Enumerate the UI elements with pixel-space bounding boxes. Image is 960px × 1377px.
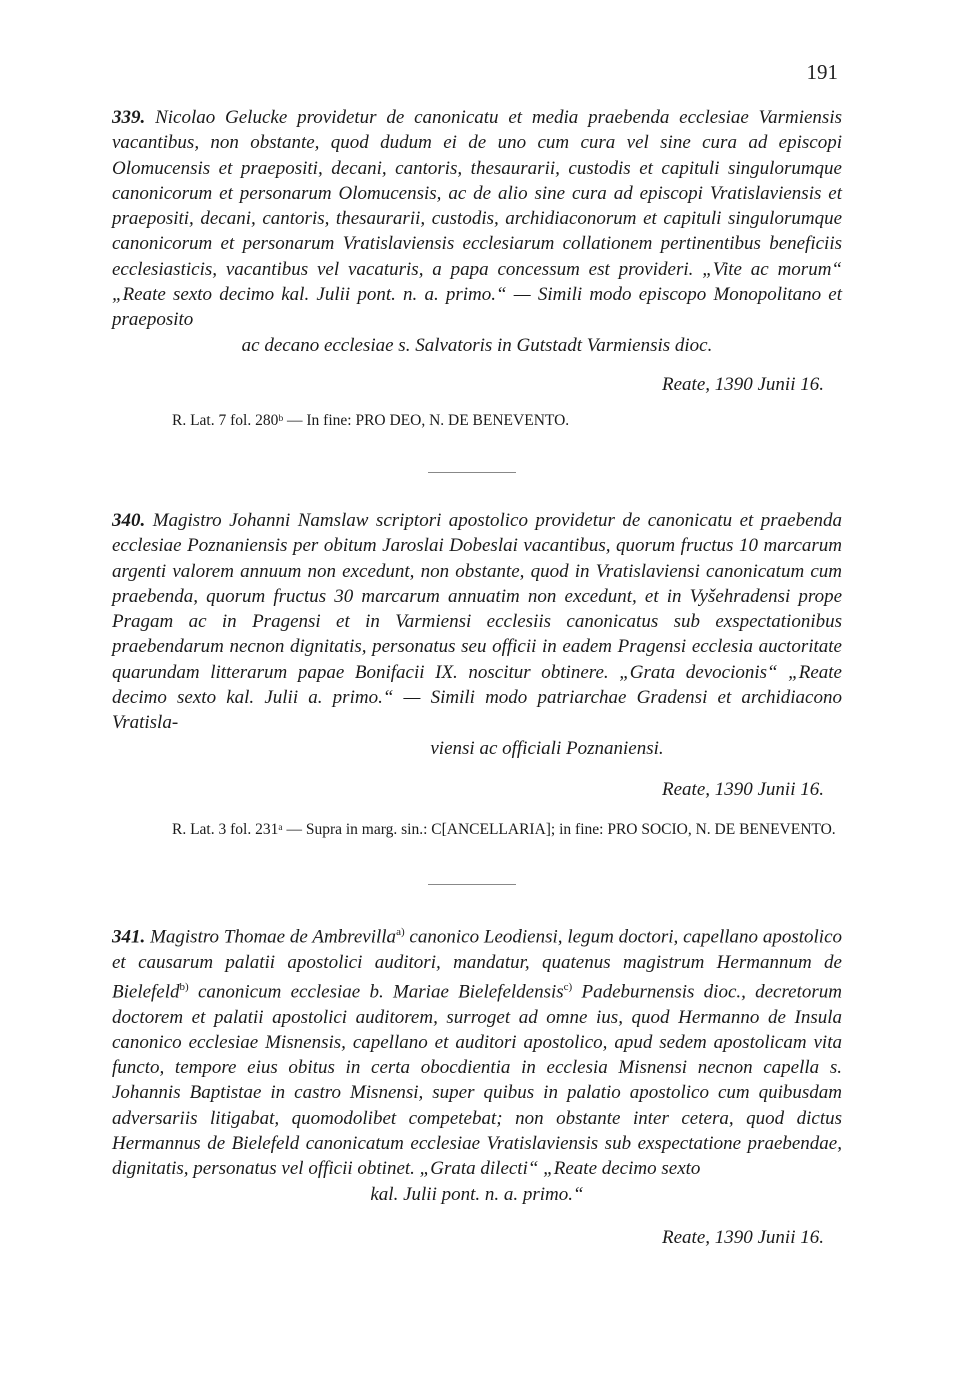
entry-body: [112, 508, 842, 736]
section-divider: [428, 884, 516, 885]
entry-text: canonicum ecclesiae b. Mariae Bielefeldensis: [188, 981, 564, 1003]
entry-339: [112, 105, 842, 432]
register-note: R. Lat. 7 fol. 280ᵇ — In fine: PRO DEO, N. DE BENEVENTO.: [172, 411, 570, 429]
section-divider: [428, 472, 516, 473]
entry-closing: ac decano ecclesiae s. Salvatoris in Gutstadt Varmiensis dioc.: [241, 334, 713, 356]
register-note: R. Lat. 3 fol. 231ᵃ — Supra in marg. sin.: C[ANCELLARIA]; in fine: PRO SOCIO, N. DE BENEVENTO.: [172, 820, 836, 838]
entry-closing: kal. Julii pont. n. a. primo.“: [370, 1183, 584, 1205]
entry-date: Reate, 1390 Junii 16.: [662, 373, 824, 395]
entry-body: [112, 105, 842, 333]
footnote-marker: b): [179, 980, 189, 993]
entry-number: 339.: [112, 107, 146, 128]
entry-340: [112, 508, 842, 841]
entry-text: canonico Leodiensi, legum doctori, capellano apostolico et causarum palatii apostolici auditori, mandatur, quatenus magistrum Hermannum de Bielefeld: [112, 926, 843, 1003]
entry-date: Reate, 1390 Junii 16.: [662, 1226, 824, 1248]
entry-341: [112, 920, 842, 1249]
page-number: 191: [806, 60, 838, 84]
entry-number: 341.: [112, 926, 146, 948]
footnote-marker: a): [396, 926, 405, 938]
entry-number: 340.: [112, 510, 146, 531]
entry-text: Padeburnensis dioc., decretorum doctorem et palatii apostolici auditorem, surroget ad omne ius, quod Hermanno de Insula canonico ecclesiae Misnensis, capellano et auditori apostolico, apud sedem apostolicam vita functo, tempore eius obitus in certa obocdientia in ecclesia Misnensi necnon capella s. Johannis Baptistae in castro Misnensi, super quibus in palatio apostolico cum quibusdam adversariis litigabat, quomodolibet competebat; non obstante inter cetera, quod dictus Hermannus de Bielefeld canonicatum ecclesiae Vratislaviensis sub exspectatione praebendae, dignitatis, personatus vel officii obtinet. „Grata dilecti“ „Reate decimo sexto: [112, 981, 843, 1180]
entry-date: Reate, 1390 Junii 16.: [662, 778, 824, 800]
entry-text: Magistro Johanni Namslaw scriptori apostolico providetur de canonicatu et praebenda ecclesiae Poznaniensis per obitum Jaroslai Dobeslai vacantibus, quorum fructus 10 marcarum argenti valorem annuum non excedunt, non obstante, quod in Vratislaviensi canonicatum cum praebenda, quorum fructus 30 marcarum annuatim non excedunt, et in Vyšehradensi prope Pragam ac in Pragensi et in Varmiensi ecclesiis canonicatus sub exspectationibus praebendarum necnon dignitatis, personatus seu officii in eadem Pragensi ecclesia auctoritate quarundam litterarum papae Bonifacii IX. noscitur obtinere. „Grata devocionis“ „Reate decimo sexto kal. Julii a. primo.“ — Simili modo patriarchae Gradensi et archidiacono Vratisla-: [112, 510, 842, 734]
footnote-marker: c): [563, 980, 573, 993]
entry-body: [112, 920, 842, 1182]
entry-text: Magistro Thomae de Ambrevilla: [150, 926, 397, 948]
entry-closing: viensi ac officiali Poznaniensi.: [430, 737, 664, 759]
entry-text: Nicolao Gelucke providetur de canonicatu et media praebenda ecclesiae Varmiensis vacantibus, non obstante, quod dudum ei de uno cum cura vel sine cura ad episcopi Olomucensis et praepositi, decani, cantoris, thesaurarii, custodis et capituli singulorumque canonicorum et personarum Olomucensis, ac de alio sine cura ad episcopi Vratislaviensis et praepositi, decani, cantoris, thesaurarii, custodis, archidiaconorum et capituli singulorumque canonicorum et personarum Vratislaviensis ecclesiarum collationem pertinentibus beneficiis ecclesiasticis, vacantibus vel vacaturis, a papa concessum est provideri. „Vite ac morum“ „Reate sexto decimo kal. Julii pont. n. a. primo.“ — Simili modo episcopo Monopolitano et praeposito: [112, 107, 842, 331]
